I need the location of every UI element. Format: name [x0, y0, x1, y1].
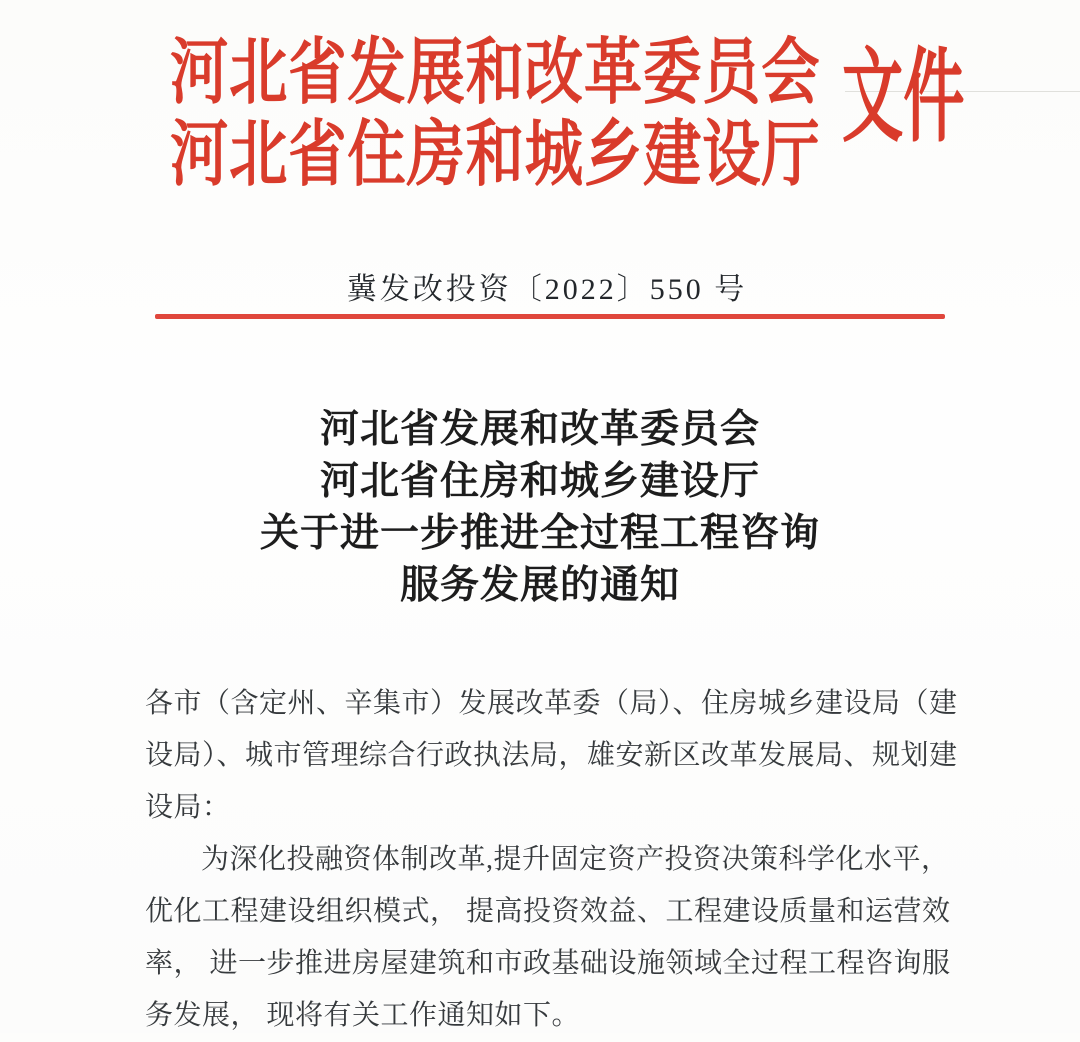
- document-body: [145, 678, 975, 1042]
- paragraph-line: 率， 进一步推进房屋建筑和市政基础设施领域全过程工程咨询服: [145, 948, 951, 979]
- document-number: 冀发改投资〔2022〕550 号: [346, 273, 748, 306]
- letterhead-agency-line-2: 河北省住房和城乡建设厅: [170, 115, 821, 195]
- paragraph-line: 务发展， 现将有关工作通知如下。: [145, 1000, 581, 1031]
- addressee-line: 各市（含定州、辛集市）发展改革委（局）、住房城乡建设局（建: [145, 688, 958, 719]
- title-line-3: 关于进一步推进全过程工程咨询: [259, 512, 820, 555]
- title-line-2: 河北省住房和城乡建设厅: [319, 460, 760, 503]
- paragraph-line: 优化工程建设组织模式， 提高投资效益、工程建设质量和运营效: [145, 896, 951, 927]
- title-line-1: 河北省发展和改革委员会: [319, 408, 760, 451]
- addressee-line: 设局）、城市管理综合行政执法局，雄安新区改革发展局、规划建: [145, 740, 958, 771]
- paragraph-line: 为深化投融资体制改革,提升固定资产投资决策科学化水平，: [201, 844, 950, 875]
- letterhead-doc-type-label: 文件: [842, 42, 965, 155]
- document-title: [0, 404, 1080, 612]
- red-divider-line: [155, 314, 945, 319]
- letterhead-agency-line-1: 河北省发展和改革委员会: [170, 33, 821, 113]
- title-line-4: 服务发展的通知: [399, 564, 680, 607]
- addressee-line: 设局：: [145, 792, 231, 823]
